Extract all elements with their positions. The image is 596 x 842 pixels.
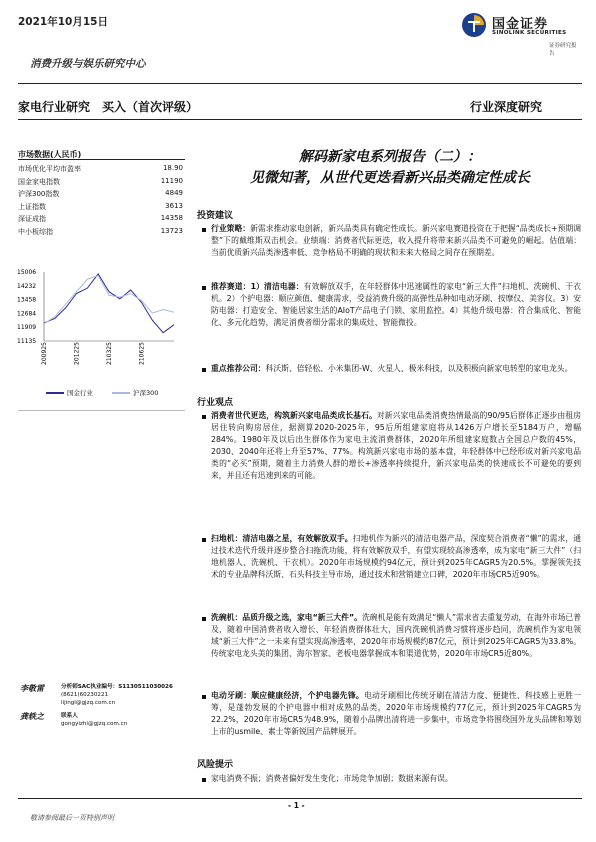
item-text: 有效解放双手，在年轻群体中迅速属性的家电“新三大件”扫地机、洗碗机、干衣机。2）个护电器：顺应颜值、健康需求，受益消费升级的高弹性品种如电动牙刷、按摩仪、美容仪。3）安防电器：打造安全、智能居家生活的AIoT产品电子门锁、家用监控。4）其他升级电器：符合集成化、智能化、多元化趋势，满足消费者细分需求的集成灶、智能微投。 xyxy=(211,282,581,328)
risk-heading: 风险提示 xyxy=(197,760,234,770)
legend-swatch-hs300 xyxy=(112,392,130,394)
viewpoint-dishwasher xyxy=(211,612,581,660)
x-tick-label: 210625 xyxy=(138,342,146,365)
item-lead: 重点推荐公司： xyxy=(211,364,266,373)
analyst-email: lijingl@gjzq.com.cn xyxy=(61,700,116,707)
y-tick-label: 13458 xyxy=(17,296,37,304)
disclaimer-note: 敬请参阅最后一页特别声明 xyxy=(30,814,114,822)
bullet-icon xyxy=(202,695,206,699)
report-title-line1: 解码新家电系列报告（二）： xyxy=(299,149,481,165)
item-text: 电动牙刷相比传统牙刷在清洁力度、便捷性、科技感上更胜一筹，是蓬勃发展的个护电器中相对成熟的品类，2020年市场规模约77亿元，预计到2025年CAGR5为22.2%，2020年市场CR5为48.9%，随着小品牌出清将进一步集中，市场竞争将围绕国外龙头品牌和筹划上市的usmile、素士等新锐国产品牌展开。 xyxy=(211,691,582,737)
company-logo xyxy=(461,10,581,57)
header-divider xyxy=(18,83,582,84)
industry-rating: 家电行业研究 买入（首次评级） xyxy=(18,100,199,114)
report-type: 行业深度研究 xyxy=(470,100,543,114)
logo-cn-text: 国金证券 xyxy=(492,17,549,32)
footer-divider xyxy=(18,798,582,799)
analyst-name: 李敬雷 xyxy=(20,683,44,693)
sinolink-logo-icon xyxy=(461,12,487,38)
report-title-line2: 见微知著，从世代更迭看新兴品类确定性成长 xyxy=(250,170,530,186)
x-tick-label: 201225 xyxy=(73,342,81,365)
market-data-value: 4849 xyxy=(165,189,183,197)
market-data-row xyxy=(18,164,185,174)
bullet-icon xyxy=(202,538,206,542)
sidebar-divider xyxy=(18,410,185,411)
viewpoint-robot-vacuum xyxy=(211,533,581,581)
market-data-label: 沪深300指数 xyxy=(18,190,60,198)
market-data-row xyxy=(18,227,185,237)
analyst-title: 分析师SAC执业编号：S1130511030026 xyxy=(61,684,173,690)
y-tick-label: 14232 xyxy=(17,282,37,290)
research-center: 消费升级与娱乐研究中心 xyxy=(30,58,146,70)
market-data-row xyxy=(18,202,185,212)
logo-sub-text: 证券研究报告 xyxy=(549,43,577,57)
series-line-1 xyxy=(44,276,174,324)
market-data-label: 深证成指 xyxy=(18,215,46,223)
market-data-rule xyxy=(18,159,185,160)
x-tick-label: 200925 xyxy=(41,342,48,365)
item-lead: 推荐赛道：1）清洁电器： xyxy=(211,282,304,291)
bullet-icon xyxy=(202,368,206,372)
y-tick-label: 11909 xyxy=(17,324,37,332)
series-line-0 xyxy=(44,274,174,333)
market-data-value: 18.90 xyxy=(162,164,183,172)
item-lead: 消费者世代更迭，构筑新兴家电品类成长基石。 xyxy=(211,411,377,420)
item-text: 新需求推动家电创新，新兴品类具有确定性成长。新兴家电赛道投资在于把握“品类成长+预期调整”下的戴维斯双击机会。业绩端：消费者代际更迭，收入提升将带来新兴品类不可避免的崛起。估值端：当前优质新兴品类渗透率低、竞争格局不明确的现状和未来大格局之间存在预期差。 xyxy=(211,224,582,258)
market-data-row xyxy=(18,177,185,187)
viewpoint-toothbrush xyxy=(211,690,581,738)
investment-item-tracks xyxy=(211,281,581,329)
item-text: 对新兴家电品类消费热情最高的90/95后群体正逐步由租房居住转向购房居住，据测算2020-2025年，95后所组建家庭将从1426万户增长至5184万户，增幅284%。1980年及以后出生群体作为家电主流消费群体，2020年所组建家庭数占全国总户数的45%，2030、2040年还将上升至57%、77%。构筑新兴家电市场的基本盘，年轻群体中已经形成对新兴家电品类的“必买”预期，随着主力消费人群的增长+渗透率持续提升，新兴家电品类的快速成长不可避免的要到来，并且还有迅速到来的可能。 xyxy=(211,411,582,481)
item-lead: 电动牙刷：顺应健康经济，个护电器先锋。 xyxy=(211,691,364,700)
legend-label-hs300: 沪深300 xyxy=(133,389,159,397)
analyst-name: 龚轶之 xyxy=(20,711,44,721)
report-date: 2021年10月15日 xyxy=(18,16,108,28)
analyst-info xyxy=(61,712,127,728)
viewpoints-heading: 行业观点 xyxy=(197,398,234,408)
legend-swatch-industry xyxy=(46,392,64,394)
analyst-email: gongyizhi@gjzq.com.cn xyxy=(61,721,128,728)
market-data-label: 中小板综指 xyxy=(18,227,53,236)
bullet-icon xyxy=(202,415,206,419)
market-data-label: 国金家电指数 xyxy=(18,177,60,186)
y-tick-label: 11135 xyxy=(17,338,37,345)
investment-item-strategy xyxy=(211,223,581,259)
analyst-title: 联系人 xyxy=(61,713,78,719)
logo-en-text: SINOLINK SECURITIES xyxy=(492,30,567,36)
market-data-row xyxy=(18,214,185,224)
item-lead: 洗碗机：品质升级之选，家电“新三大件”。 xyxy=(211,613,362,622)
x-tick-label: 210325 xyxy=(106,342,113,365)
item-lead: 行业策略： xyxy=(211,224,251,233)
market-data-value: 11190 xyxy=(160,176,183,185)
market-data-value: 3613 xyxy=(165,201,183,210)
page-number: - 1 - xyxy=(288,801,305,810)
y-tick-label: 12684 xyxy=(17,310,37,318)
analyst-info xyxy=(61,683,173,708)
chart-legend xyxy=(18,388,188,400)
item-text: 洗碗机是能有效满足“懒人”需求省去重复劳动，在海外市场已普及，随着中国消费者收入增长、年轻消费群体壮大，国内洗碗机消费习惯将逐步趋同，洗碗机作为家电领域“新三大件”之一未来有望实现高渗透率，2020年市场规模约87亿元，预计到2025年CAGR5为33.8%。传统家电龙头美的集团、海尔智家、老板电器掌握成本和渠道优势，2020年市场CR5近80%。 xyxy=(211,613,582,659)
analyst-phone: (8621)60230221 xyxy=(61,692,109,699)
market-data-value: 13723 xyxy=(160,226,183,235)
viewpoint-consumers xyxy=(211,410,581,483)
bullet-icon xyxy=(202,617,206,621)
bullet-icon xyxy=(202,228,206,232)
investment-heading: 投资建议 xyxy=(197,211,234,221)
market-data-title: 市场数据(人民币) xyxy=(18,150,82,159)
y-tick-label: 15006 xyxy=(17,269,37,276)
market-data-row xyxy=(18,189,185,199)
bullet-icon xyxy=(202,286,206,290)
risk-text: 家电消费不振；消费者偏好发生变化；市场竞争加剧；数据来源有误。 xyxy=(211,774,453,783)
index-line-chart xyxy=(14,262,186,374)
legend-label-industry: 国金行业 xyxy=(67,389,93,397)
item-text: 科沃斯、倍轻松、小米集团-W、火星人、极米科技，以及积极向新家电转型的家电龙头。 xyxy=(265,364,573,373)
market-data-label: 市场优化平均市盈率 xyxy=(18,165,81,173)
item-text: 扫地机作为新兴的清洁电器产品，深度契合消费者“懒”的需求，通过技术迭代升级并逐步整合扫拖洗功能，将有效解放双手，有望实现较高渗透率，成为家电“新三大件”（扫地机器人、洗碗机、干衣机）。2020年市场规模约94亿元，预计到2025年CAGR5为20.5%。掌握领先技术的专业品牌科沃斯、石头科技主导市场，通过技术和营销建立口碑，2020年市场CR5近90%。 xyxy=(211,534,581,580)
market-data-value: 14358 xyxy=(160,214,183,222)
header-divider-2 xyxy=(18,119,582,120)
bullet-icon xyxy=(202,778,206,782)
item-lead: 扫地机：清洁电器之星，有效解放双手。 xyxy=(211,534,353,543)
market-data-label: 上证指数 xyxy=(18,202,46,211)
investment-item-companies xyxy=(211,363,581,375)
